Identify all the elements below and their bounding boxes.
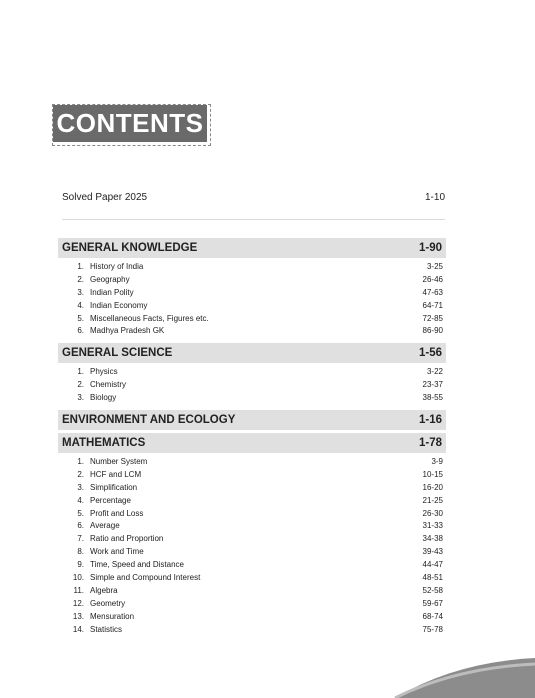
item-number: 4.: [77, 495, 84, 505]
item-label: Statistics: [90, 624, 123, 634]
item-number: 5.: [77, 508, 84, 518]
item-number: 10.: [72, 573, 84, 583]
item-number: 1.: [77, 262, 84, 271]
item-pages: 72-85: [422, 313, 443, 323]
section-pages: 1-56: [418, 347, 442, 359]
item-number: 5.: [77, 313, 84, 323]
item-number: 12.: [72, 598, 84, 608]
item-number: 6.: [77, 521, 84, 531]
item-number: 2.: [77, 469, 84, 479]
item-number: 14.: [72, 624, 84, 634]
item-number: 3.: [77, 287, 84, 297]
item-pages: 48-51: [422, 573, 443, 583]
item-label: Ratio and Proportion: [90, 534, 164, 544]
item-label: HCF and LCM: [90, 469, 142, 479]
item-label: Work and Time: [90, 547, 144, 557]
solved-paper-label: Solved Paper 2025: [62, 192, 148, 203]
item-label: Algebra: [90, 585, 118, 595]
item-pages: 59-67: [422, 598, 443, 608]
item-number: 3.: [77, 482, 84, 492]
item-pages: 38-55: [422, 392, 443, 402]
item-pages: 75-78: [422, 624, 443, 634]
item-pages: 3-9: [431, 457, 443, 466]
item-pages: 3-22: [426, 367, 443, 376]
item-number: 1.: [77, 367, 84, 376]
item-pages: 3-25: [426, 262, 443, 271]
item-number: 11.: [73, 585, 84, 595]
item-pages: 52-58: [422, 585, 443, 595]
item-number: 8.: [77, 547, 84, 557]
item-pages: 39-43: [422, 547, 443, 557]
item-label: Profit and Loss: [90, 508, 144, 518]
item-number: 2.: [77, 274, 84, 284]
item-pages: 68-74: [422, 611, 443, 621]
item-label: Time, Speed and Distance: [90, 560, 184, 570]
section-title: GENERAL SCIENCE: [62, 347, 173, 359]
item-pages: 47-63: [422, 287, 443, 297]
item-number: 13.: [72, 611, 84, 621]
item-label: Geometry: [90, 598, 126, 608]
item-pages: 26-30: [422, 508, 443, 518]
item-number: 6.: [77, 326, 84, 336]
item-label: Indian Economy: [90, 300, 148, 310]
item-pages: 86-90: [422, 326, 443, 336]
item-label: Indian Polity: [90, 287, 134, 297]
solved-paper-pages: 1-10: [424, 192, 445, 203]
item-number: 7.: [77, 534, 84, 544]
item-pages: 44-47: [422, 560, 443, 570]
item-number: 3.: [77, 392, 84, 402]
item-label: Percentage: [90, 495, 131, 505]
item-label: Physics: [90, 367, 118, 376]
item-label: Geography: [90, 274, 130, 284]
item-pages: 26-46: [422, 274, 443, 284]
item-number: 4.: [77, 300, 84, 310]
item-label: Miscellaneous Facts, Figures etc.: [90, 313, 209, 323]
item-pages: 34-38: [422, 534, 443, 544]
item-number: 1.: [77, 457, 84, 466]
page-title: CONTENTS: [53, 105, 207, 142]
section-pages: 1-16: [418, 414, 442, 426]
section-pages: 1-90: [418, 242, 442, 254]
item-pages: 16-20: [422, 482, 443, 492]
section-pages: 1-78: [418, 437, 442, 449]
item-label: Simple and Compound Interest: [90, 573, 201, 583]
section-title: ENVIRONMENT AND ECOLOGY: [62, 414, 236, 426]
item-label: Chemistry: [90, 379, 127, 389]
item-number: 2.: [77, 379, 84, 389]
item-label: Average: [90, 521, 120, 531]
section-title: GENERAL KNOWLEDGE: [62, 242, 198, 254]
item-pages: 23-37: [422, 379, 443, 389]
item-number: 9.: [77, 560, 84, 570]
section-title: MATHEMATICS: [62, 437, 146, 449]
item-label: Number System: [90, 457, 148, 466]
item-pages: 31-33: [422, 521, 443, 531]
item-label: History of India: [90, 262, 144, 271]
item-label: Biology: [90, 392, 117, 402]
item-label: Mensuration: [90, 611, 135, 621]
item-pages: 10-15: [422, 469, 443, 479]
item-pages: 21-25: [422, 495, 443, 505]
item-label: Madhya Pradesh GK: [90, 326, 165, 336]
item-pages: 64-71: [422, 300, 443, 310]
item-label: Simplification: [90, 482, 138, 492]
